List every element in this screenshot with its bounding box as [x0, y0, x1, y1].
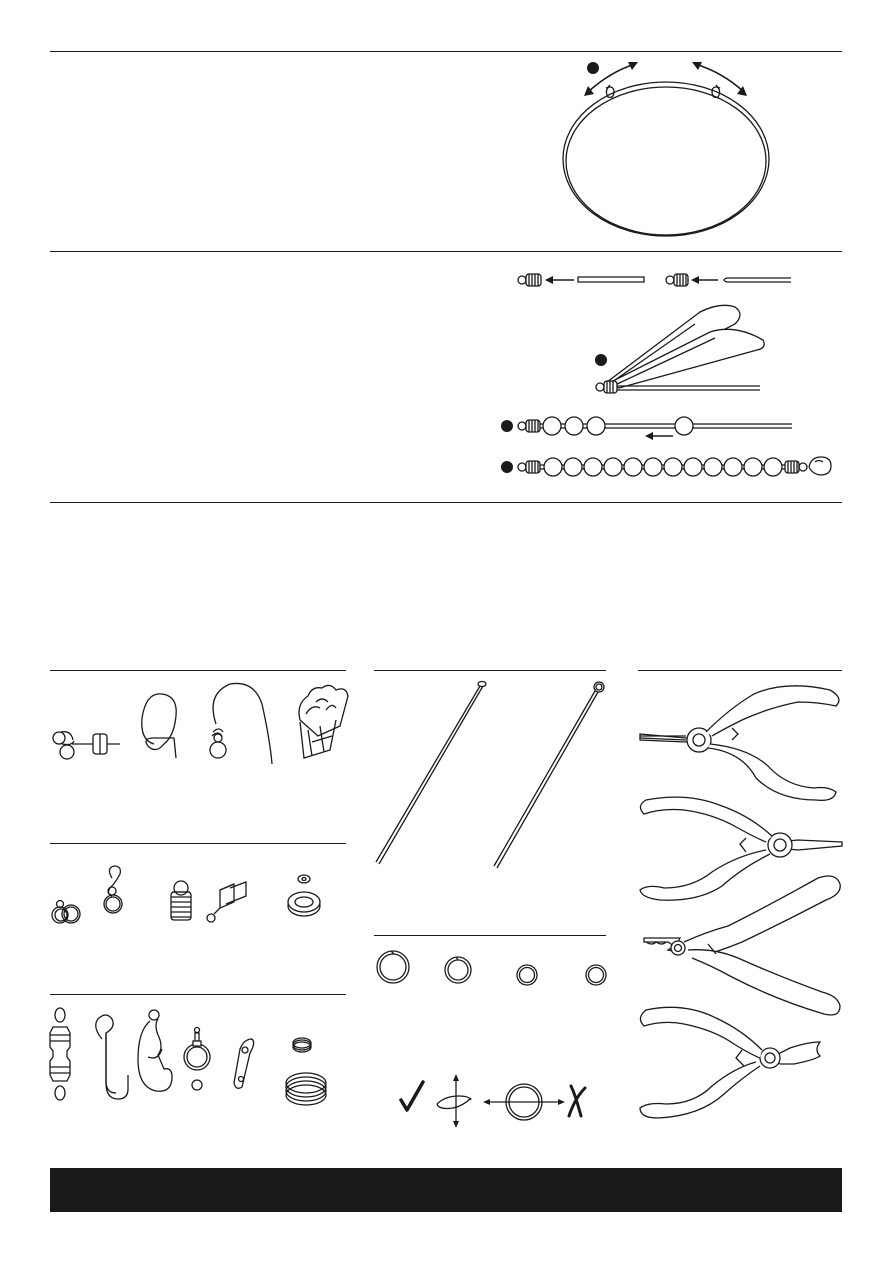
jump-ring-findings: [374, 945, 606, 990]
eye-pin-icon: [494, 682, 604, 868]
kidney-ear-wire-icon: [142, 694, 176, 758]
jump-ring-and-split-ring-icon: [52, 901, 80, 924]
fold-over-crimp-icon: [207, 882, 246, 922]
clip-on-earring-icon: [299, 685, 348, 758]
step-marker-icon: [595, 354, 607, 366]
memory-wire-coil-icon: [286, 1038, 326, 1105]
tool-illustrations: [638, 680, 843, 1125]
memory-wire-inner-loop: [566, 87, 766, 235]
end-findings: [50, 860, 350, 940]
step-marker-icon: [501, 420, 513, 432]
footer-bar: [50, 1168, 842, 1212]
step-marker-icon: [587, 62, 599, 74]
jump-ring-extra-small-icon: [586, 965, 606, 985]
ear-stud-icon: [53, 732, 120, 759]
spring-end-icon: [518, 461, 540, 473]
wire-end-loop-left: [606, 85, 614, 97]
lobster-clasp-icon: [138, 1010, 172, 1091]
earrings-header-rule: [50, 670, 346, 671]
jump-ring-opening-guide: [395, 1070, 595, 1130]
bolt-ring-clasp-icon: [184, 1028, 210, 1091]
bead: [587, 417, 605, 435]
memory-wire-diagram: [540, 52, 800, 252]
earring-findings: [50, 680, 350, 780]
arrowhead-icon: [545, 276, 553, 284]
spring-end-icon: [596, 381, 617, 393]
cord-end: [578, 277, 644, 282]
jump-ring-large-icon: [377, 951, 409, 983]
chain-nose-pliers-icon: [607, 305, 764, 388]
arrowhead-icon: [691, 276, 699, 284]
crimp-bead-icon: [288, 875, 320, 916]
jump-rings-header-rule: [374, 935, 606, 936]
spring-end-icon: [785, 461, 807, 473]
arrowhead-icon: [645, 432, 653, 440]
fish-hook-ear-wire-icon: [210, 683, 272, 764]
x-mark-icon: [569, 1086, 585, 1116]
barrel-clasp-icon: [50, 1008, 70, 1100]
bead: [543, 417, 561, 435]
spring-end-icon: [518, 420, 540, 432]
jump-ring-medium-icon: [445, 957, 471, 983]
clasp-findings: [50, 1005, 350, 1105]
check-mark-icon: [401, 1082, 423, 1110]
spring-end-icon: [171, 881, 191, 920]
section-divider-bottom: [50, 502, 842, 503]
twist-open-ring-icon: [437, 1074, 471, 1128]
spring-end-icon: [518, 274, 541, 286]
folded-cord-end: [724, 278, 791, 282]
bead: [565, 417, 583, 435]
lobster-clasp-icon: [809, 457, 831, 475]
s-hook-icon: [104, 866, 122, 913]
spring-end-icon: [666, 274, 688, 286]
pull-apart-ring-icon: [483, 1084, 565, 1120]
head-pin-icon: [376, 682, 486, 865]
jump-ring-small-icon: [517, 965, 537, 985]
tag-icon: [234, 1039, 254, 1088]
stringing-diagram: [495, 262, 845, 492]
round-nose-pliers-icon: [640, 686, 839, 801]
hook-clasp-icon: [96, 1015, 128, 1099]
pins-header-rule: [374, 670, 606, 671]
side-cutters-icon: [640, 1007, 820, 1118]
bead-strand: [540, 458, 785, 476]
clasps-header-rule: [50, 994, 346, 995]
pin-findings: [374, 678, 606, 873]
ends-header-rule: [50, 843, 346, 844]
tools-header-rule: [638, 670, 842, 671]
step-marker-icon: [501, 461, 513, 473]
bead: [675, 417, 693, 435]
